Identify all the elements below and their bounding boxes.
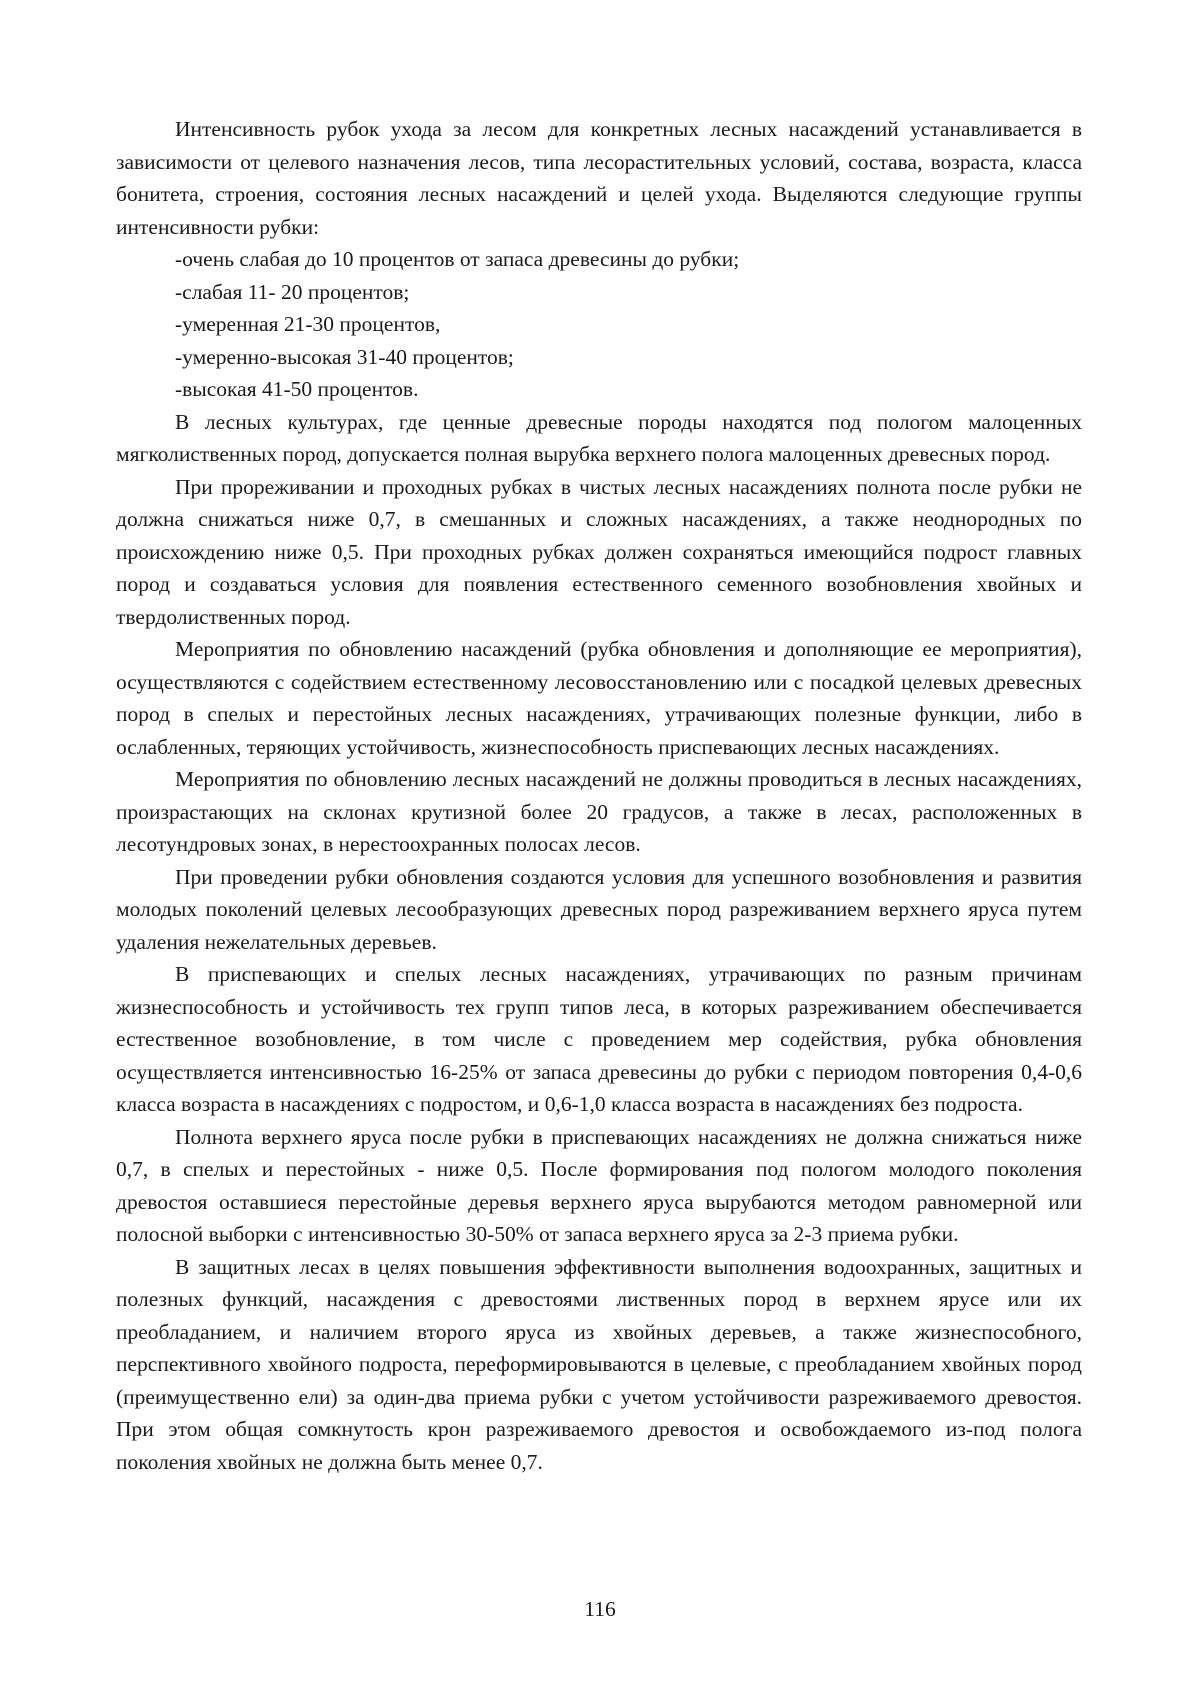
paragraph-forest-cultures: В лесных культурах, где ценные древесные породы находятся под пологом малоценных мягколиственных пород, допускается полная вырубка верхнего полога малоценных древесных пород. — [116, 409, 1082, 466]
paragraph-thinning: При прореживании и проходных рубках в чистых лесных насаждениях полнота после рубки не должна снижаться ниже 0,7, в смешанных и сложных насаждениях, а также неоднородных по происхождению ниже 0,5. При проходных рубках должен сохраняться имеющийся подрост главных пород и создаваться условия для появления естественного семенного возобновления хвойных и твердолиственных пород. — [116, 474, 1082, 629]
paragraph-renewal-restrictions: Мероприятия по обновлению лесных насаждений не должны проводиться в лесных насаждениях, произрастающих на склонах крутизной более 20 градусов, а также в лесах, расположенных в лесотундровых зонах, в нерестоохранных полосах лесов. — [116, 767, 1082, 856]
list-item-weak: -слабая 11- 20 процентов; — [175, 279, 410, 304]
paragraph-renewal-conditions: При проведении рубки обновления создаются условия для успешного возобновления и развития молодых поколений целевых лесообразующих древесных пород разреживанием верхнего яруса путем удаления нежелательных деревьев. — [116, 864, 1082, 954]
intensity-list — [116, 243, 1082, 406]
paragraph-intensity-intro: Интенсивность рубок ухода за лесом для конкретных лесных насаждений устанавливается в зависимости от целевого назначения лесов, типа лесорастительных условий, состава, возраста, класса бонитета, строения, состояния лесных насаждений и целей ухода. Выделяются следующие группы интенсивности рубки: — [116, 117, 1082, 239]
list-item-moderate: -умеренная 21-30 процентов, — [175, 312, 441, 336]
list-item-moderately-high: -умеренно-высокая 31-40 процентов; — [175, 344, 514, 369]
list-item-high: -высокая 41-50 процентов. — [175, 377, 419, 401]
document-body — [116, 113, 1082, 1478]
paragraph-protective-forests: В защитных лесах в целях повышения эффективности выполнения водоохранных, защитных и полезных функций, насаждения с древостоями лиственных пород в верхнем ярусе или их преобладанием, и наличием второго яруса из хвойных деревьев, а также жизнеспособного, перспективного хвойного подроста, переформировываются в целевые, с преобладанием хвойных пород (преимущественно ели) за один-два приема рубки с учетом устойчивости разреживаемого древостоя. При этом общая сомкнутость крон разреживаемого древостоя и освобождаемого из-под полога поколения хвойных не должна быть менее 0,7. — [116, 1254, 1082, 1474]
paragraph-renewal-intensity: В приспевающих и спелых лесных насаждениях, утрачивающих по разным причинам жизнеспособность и устойчивость тех групп типов леса, в которых разреживанием обеспечивается естественное возобновление, в том числе с проведением мер содействия, рубка обновления осуществляется интенсивностью 16-25% от запаса древесины до рубки с периодом повторения 0,4-0,6 класса возраста в насаждениях с подростом, и 0,6-1,0 класса возраста в насаждениях без подроста. — [116, 962, 1082, 1116]
paragraph-upper-layer-density: Полнота верхнего яруса после рубки в приспевающих насаждениях не должна снижаться ниже 0,7, в спелых и перестойных - ниже 0,5. После формирования под пологом молодого поколения древостоя оставшиеся перестойные деревья верхнего яруса вырубаются методом равномерной или полосной выборки с интенсивностью 30-50% от запаса верхнего яруса за 2-3 приема рубки. — [116, 1124, 1082, 1246]
page-number: 116 — [584, 1597, 616, 1621]
paragraph-renewal-measures: Мероприятия по обновлению насаждений (рубка обновления и дополняющие ее мероприятия), осуществляются с содействием естественному лесовосстановлению или с посадкой целевых древесных пород в спелых и перестойных лесных насаждениях, утрачивающих полезные функции, либо в ослабленных, теряющих устойчивость, жизнеспособность приспевающих лесных насаждениях. — [116, 637, 1082, 759]
list-item-very-weak: -очень слабая до 10 процентов от запаса древесины до рубки; — [175, 247, 740, 271]
